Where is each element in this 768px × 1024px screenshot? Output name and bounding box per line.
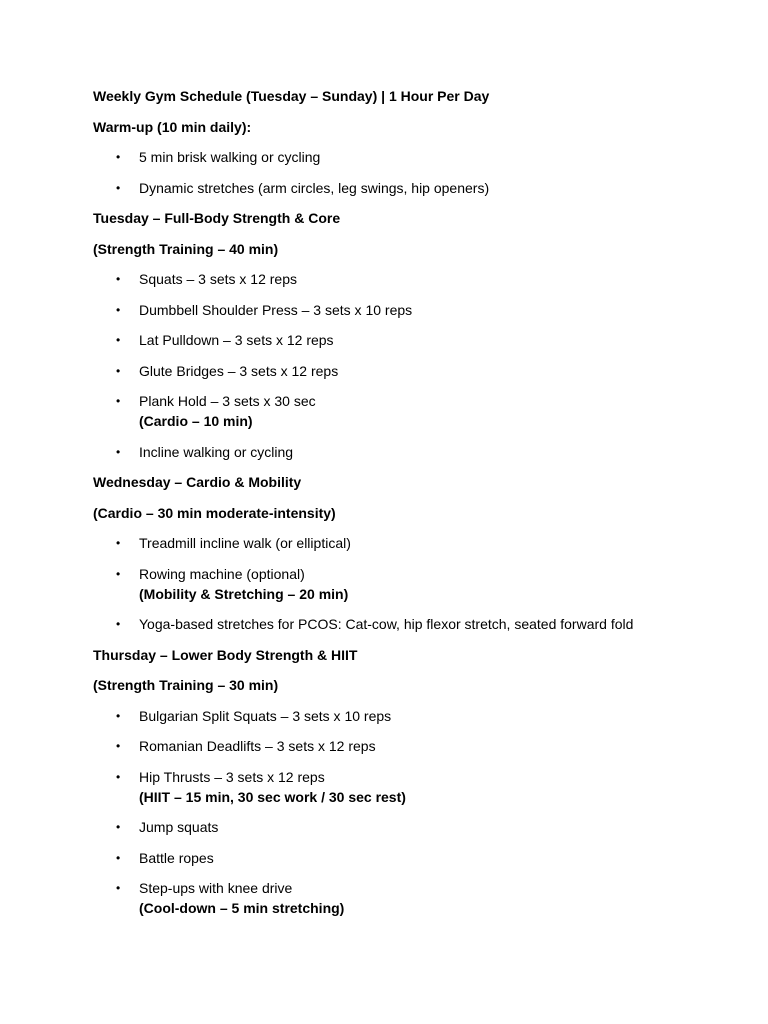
thursday-list (93, 706, 713, 919)
bullet-icon: • (116, 850, 121, 865)
list-item: • Dumbbell Shoulder Press – 3 sets x 10 reps (116, 301, 413, 318)
bullet-icon: • (116, 444, 121, 459)
list-item: • Jump squats (116, 819, 219, 835)
list-item: • 5 min brisk walking or cycling (116, 149, 321, 165)
cardio-subheading: (Cardio – 10 min) (139, 413, 253, 429)
cooldown-subheading: (Cool-down – 5 min stretching) (139, 900, 345, 916)
warmup-list (93, 147, 713, 198)
bullet-icon: • (116, 333, 121, 347)
thursday-subheading: (Strength Training – 30 min) (93, 677, 279, 693)
wednesday-heading: Wednesday – Cardio & Mobility (93, 474, 302, 490)
list-item: • Glute Bridges – 3 sets x 12 reps (116, 362, 339, 379)
bullet-icon: • (116, 394, 121, 408)
bullet-icon: • (116, 536, 121, 550)
list-item: • Romanian Deadlifts – 3 sets x 12 reps (116, 738, 376, 754)
bullet-icon: • (116, 272, 121, 286)
bullet-icon: • (116, 708, 121, 723)
list-item: • Battle ropes (116, 849, 214, 866)
document-title: Weekly Gym Schedule (Tuesday – Sunday) | 1 Hour Per Day (93, 88, 490, 104)
list-item: • Step-ups with knee drive (Cool-down – 5 min stretching) (93, 878, 713, 918)
mobility-subheading: (Mobility & Stretching – 20 min) (139, 585, 349, 602)
bullet-icon: • (116, 150, 121, 164)
tuesday-heading: Tuesday – Full-Body Strength & Core (93, 210, 341, 226)
bullet-icon: • (116, 363, 121, 378)
tuesday-subheading: (Strength Training – 40 min) (93, 240, 279, 257)
document-page (93, 86, 713, 929)
list-item: • Incline walking or cycling (116, 443, 294, 460)
list-item: • Rowing machine (optional) (Mobility & Stretching – 20 min) (93, 564, 713, 604)
warmup-heading: Warm-up (10 min daily): (93, 118, 252, 135)
list-item: • Plank Hold – 3 sets x 30 sec (Cardio – 10 min) (93, 391, 713, 431)
list-item: • Hip Thrusts – 3 sets x 12 reps (HIIT – 15 min, 30 sec work / 30 sec rest) (93, 767, 713, 807)
list-item: • Bulgarian Split Squats – 3 sets x 10 reps (116, 707, 392, 724)
thursday-heading: Thursday – Lower Body Strength & HIIT (93, 646, 358, 663)
wednesday-list (93, 533, 713, 634)
hiit-subheading: (HIIT – 15 min, 30 sec work / 30 sec rest) (139, 788, 406, 805)
bullet-icon: • (116, 739, 121, 753)
bullet-icon: • (116, 302, 121, 317)
bullet-icon: • (116, 769, 121, 784)
bullet-icon: • (116, 820, 121, 834)
bullet-icon: • (116, 881, 121, 895)
list-item: • Dynamic stretches (arm circles, leg swings, hip openers) (116, 179, 490, 196)
list-item: • Treadmill incline walk (or elliptical) (116, 535, 351, 551)
tuesday-list (93, 269, 713, 462)
list-item: • Squats – 3 sets x 12 reps (116, 271, 297, 287)
bullet-icon: • (116, 566, 121, 581)
list-item: • Lat Pulldown – 3 sets x 12 reps (116, 332, 334, 348)
wednesday-subheading: (Cardio – 30 min moderate-intensity) (93, 504, 336, 521)
bullet-icon: • (116, 617, 121, 631)
bullet-icon: • (116, 180, 121, 195)
list-item: • Yoga-based stretches for PCOS: Cat-cow, hip flexor stretch, seated forward fold (116, 616, 634, 632)
